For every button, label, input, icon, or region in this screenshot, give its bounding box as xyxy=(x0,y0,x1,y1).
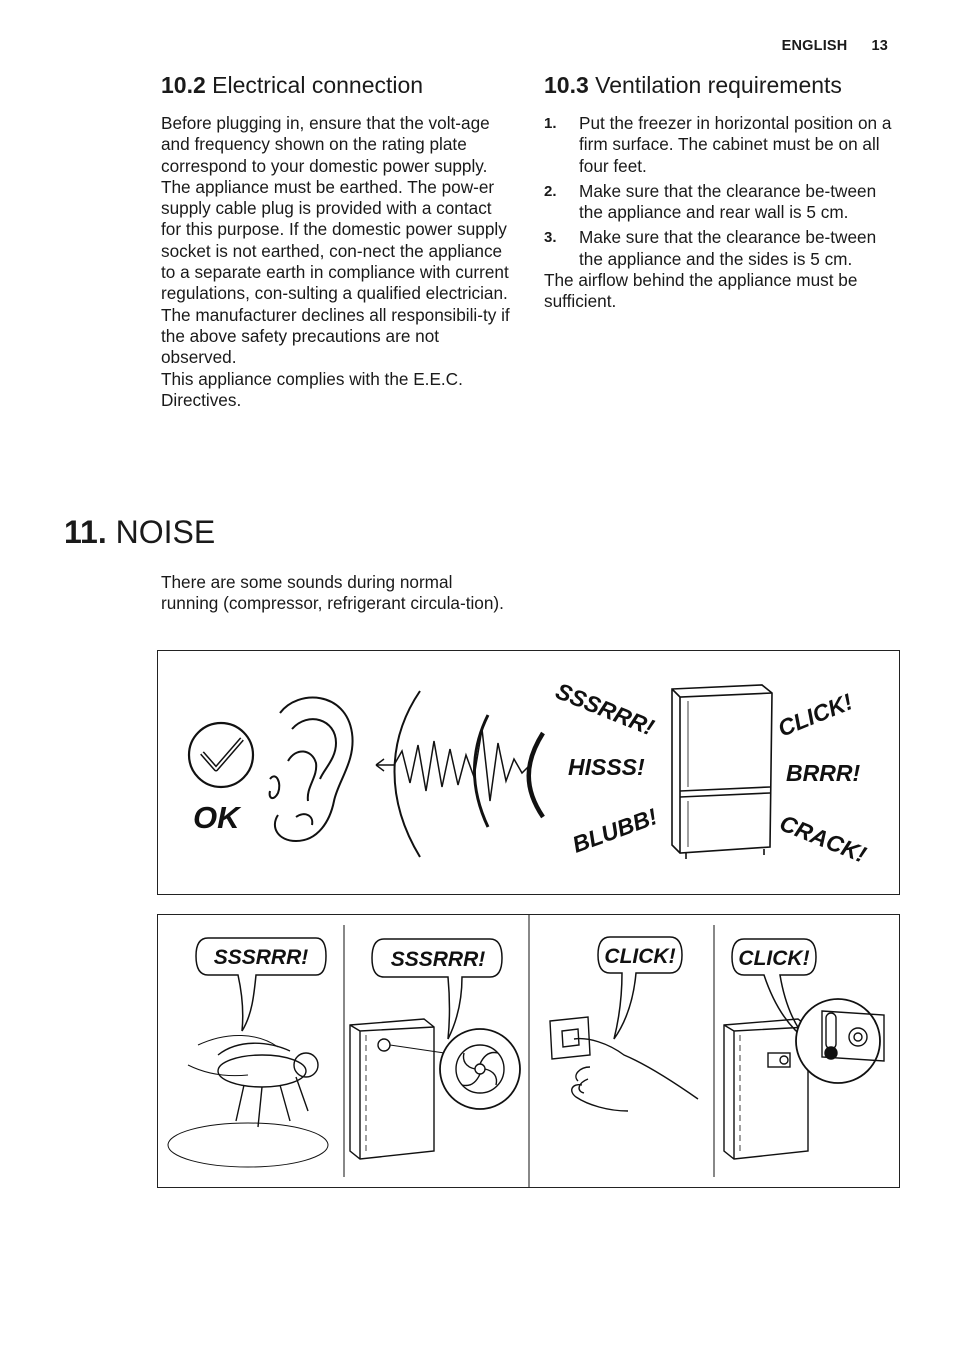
fan-icon xyxy=(440,1029,520,1109)
fly-icon xyxy=(168,1035,328,1167)
sound-click: CLICK! xyxy=(774,688,857,742)
section-title: Electrical connection xyxy=(212,72,424,98)
list-item xyxy=(544,181,896,224)
step-text: Put the freezer in horizontal position on a firm surface. The cabinet must be on all four feet. xyxy=(579,113,892,176)
step-number: 2. xyxy=(544,182,557,200)
page-number: 13 xyxy=(871,38,888,54)
bubble-text: SSSRRR! xyxy=(213,946,309,969)
chapter-name: NOISE xyxy=(115,514,216,550)
step-text: Make sure that the clearance be-tween the appliance and rear wall is 5 cm. xyxy=(579,180,877,223)
sound-hisss: HISSS! xyxy=(568,754,645,780)
list-item xyxy=(544,113,896,177)
chapter-number: 11. xyxy=(64,514,107,550)
bubble-text: CLICK! xyxy=(738,947,810,970)
section-heading xyxy=(161,70,511,100)
section-number: 10.3 xyxy=(544,72,589,98)
thermostat-icon xyxy=(796,999,884,1083)
sound-brrr: BRRR! xyxy=(786,760,861,786)
ear-icon xyxy=(270,698,353,841)
paragraph: The appliance must be earthed. The pow-er supply cable plug is provided with a contact for this purpose. If the domestic power supply socket is not earthed, con-nect the appliance to a separate earth in compliance with current regulations, con-sulting a qualified electrician. xyxy=(161,176,509,304)
speech-bubble xyxy=(196,938,326,1031)
sound-crack: CRACK! xyxy=(776,809,870,868)
language-label: ENGLISH xyxy=(781,38,848,54)
fridge-icon xyxy=(672,685,772,859)
speech-bubble xyxy=(372,939,502,1039)
paragraph: The manufacturer declines all responsibili-ty if the above safety precautions are not observed. xyxy=(161,304,510,368)
sound-blubb: BLUBB! xyxy=(568,803,661,858)
step-number: 1. xyxy=(544,115,557,132)
speech-bubble xyxy=(598,937,682,1039)
list-item xyxy=(544,227,896,270)
noise-illustration xyxy=(157,650,900,895)
page-header xyxy=(782,38,888,54)
section-electrical-connection xyxy=(161,70,511,411)
steps-list xyxy=(544,113,896,270)
section-number: 10.2 xyxy=(161,72,206,98)
ok-check-icon xyxy=(189,723,253,787)
noise-examples-svg xyxy=(158,915,899,1187)
step-number: 3. xyxy=(544,229,557,247)
noise-illustration-svg xyxy=(158,651,899,894)
step-text: Make sure that the clearance be-tween the appliance and the sides is 5 cm. xyxy=(579,227,877,269)
bubble-text: CLICK! xyxy=(604,945,676,968)
paragraph: This appliance complies with the E.E.C. Directives. xyxy=(161,368,463,410)
bubble-text: SSSRRR! xyxy=(390,948,486,971)
sound-wave-icon xyxy=(376,691,543,857)
hand-icon xyxy=(572,1039,698,1111)
section-heading xyxy=(544,70,896,100)
noise-examples-illustration xyxy=(157,914,900,1188)
sound-sssrrr: SSSRRR! xyxy=(552,677,658,741)
fridge-icon xyxy=(350,1019,458,1159)
ventilation-note: The airflow behind the appliance must be sufficient. xyxy=(544,270,858,312)
light-switch-icon xyxy=(550,1017,590,1059)
section-title: Ventilation requirements xyxy=(595,72,842,98)
chapter-title xyxy=(64,512,215,552)
ok-label: OK xyxy=(193,800,240,835)
section-ventilation-requirements xyxy=(544,70,896,313)
noise-intro: There are some sounds during normal running (compressor, refrigerant circula-tion). xyxy=(161,572,504,614)
paragraph: Before plugging in, ensure that the volt-age and frequency shown on the rating plate correspond to your domestic power supply. xyxy=(161,113,490,176)
